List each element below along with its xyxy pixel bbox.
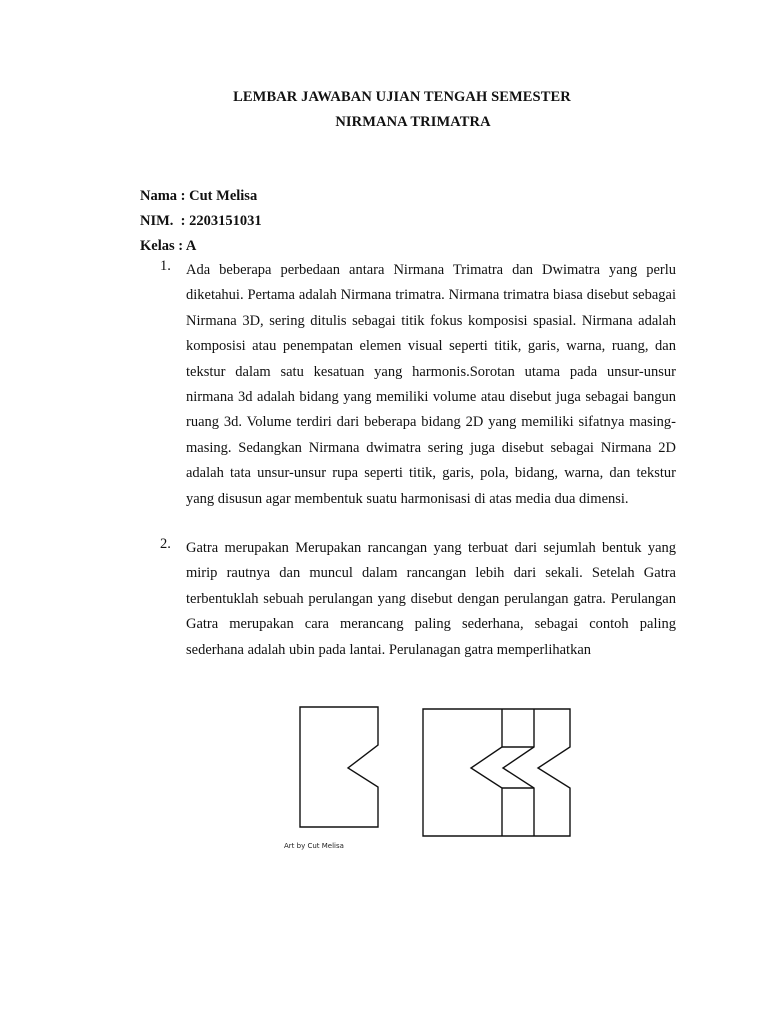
gatra-notch-second xyxy=(503,709,534,836)
name-label: Nama : xyxy=(140,188,190,204)
class-value: A xyxy=(185,238,197,254)
nim-label: NIM. : xyxy=(140,213,190,229)
gatra-shape-single xyxy=(300,707,378,827)
gatra-illustration xyxy=(296,705,576,841)
student-nim-line xyxy=(140,213,262,230)
answer-number: 2. xyxy=(160,536,171,552)
document-title: LEMBAR JAWABAN UJIAN TENGAH SEMESTER xyxy=(233,89,571,105)
gatra-notch-first xyxy=(471,709,502,836)
answer-text: Gatra merupakan Merupakan rancangan yang terbuat dari sejumlah bentuk yang mirip rautnya dan muncul dalam rancangan lebih dari sekali. Setelah Gatra terbentuklah sebuah perulangan yang disebut dengan perulangan gatra. Perulangan Gatra merupakan cara merancang paling sederhana, sebagai contoh paling sederhana adalah ubin pada lantai. Perulanagan gatra memperlihatkan xyxy=(186,540,676,658)
student-name-line xyxy=(140,188,257,205)
answer-number: 1. xyxy=(160,258,171,274)
figure-caption: Art by Cut Melisa xyxy=(284,842,344,850)
nim-value: 2203151031 xyxy=(189,213,262,229)
answer-text: Ada beberapa perbedaan antara Nirmana Trimatra dan Dwimatra yang perlu diketahui. Pertama adalah Nirmana trimatra. Nirmana trimatra biasa disebut sebagai Nirmana 3D, sering ditulis sebagai titik fokus komposisi spasial. Nirmana adalah komposisi atau penempatan elemen visual seperti titik, garis, warna, ruang, dan tekstur dalam satu kesatuan yang harmonis.Sorotan utama pada unsur-unsur nirmana 3d adalah bidang yang memiliki volume atau disebut juga sebagai bangun ruang 3d. Volume terdiri dari beberapa bidang 2D yang memiliki sifatnya masing-masing. Sedangkan Nirmana dwimatra sering juga disebut sebagai Nirmana 2D adalah tata unsur-unsur rupa seperti titik, garis, pola, bidang, warna, dan tekstur yang disusun agar membentuk suatu harmonisasi di atas media dua dimensi. xyxy=(186,262,676,507)
class-label: Kelas : xyxy=(140,238,186,254)
gatra-shape-repeated-outline xyxy=(423,709,570,836)
student-class-line xyxy=(140,238,196,255)
name-value: Cut Melisa xyxy=(189,188,258,204)
document-subtitle: NIRMANA TRIMATRA xyxy=(335,114,491,130)
answer-item xyxy=(140,536,676,663)
answer-item xyxy=(140,258,676,512)
